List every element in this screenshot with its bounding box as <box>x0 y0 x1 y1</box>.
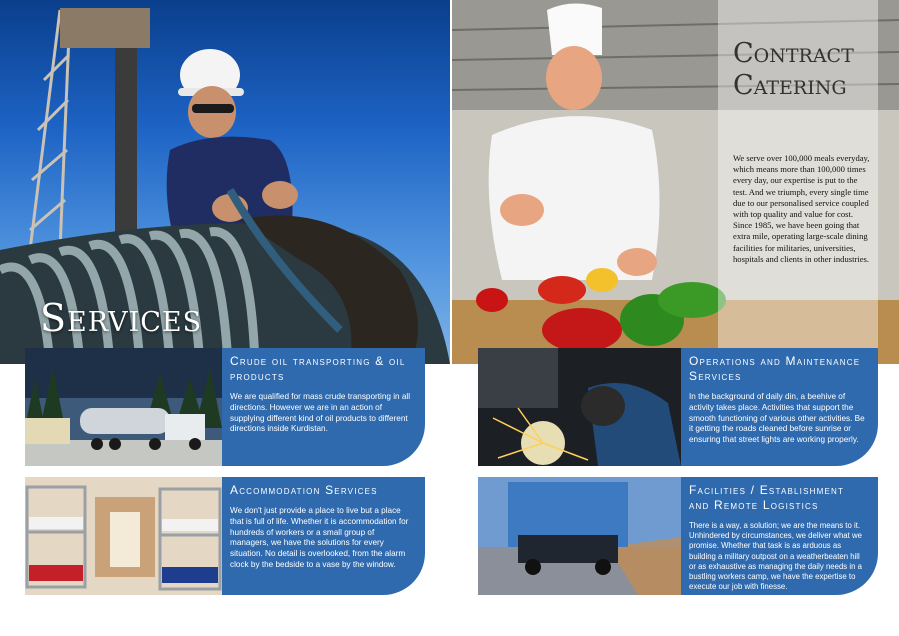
operations-title: Operations and Maintenance Services <box>689 354 861 383</box>
accommodation-text <box>222 477 425 595</box>
truck-highway-photo <box>478 477 681 595</box>
logistics-title: Facilities / Establishment and Remote Logistics <box>689 483 845 512</box>
tanker-truck-photo <box>25 348 222 466</box>
accommodation-card <box>25 477 425 595</box>
contract-catering-heading <box>733 38 883 102</box>
logistics-body: There is a way, a solution; we are the means to it. Unhindered by circumstances, we deliver what we promise. Whether that task is as arduous as building a military outpost on a weatherbeaten hill or as exhaustive as managing the daily needs in a bustling workers camp, we have the expertise to execute our job with finesse. <box>689 521 862 592</box>
crude-oil-body: We are qualified for mass crude transporting in all directions. However we are in an action of supplying different kind of oil products to different directions inside Kurdistan. <box>230 392 411 434</box>
crude-oil-card <box>25 348 425 466</box>
logistics-text <box>681 477 878 595</box>
operations-card <box>478 348 878 466</box>
catering-title-line1: Contract <box>733 38 854 69</box>
crude-oil-text <box>222 348 425 466</box>
operations-text <box>681 348 878 466</box>
oil-worker-photo <box>0 0 450 364</box>
catering-description: We serve over 100,000 meals everyday, which means more than 100,000 times every day, our expertise is put to the test. And we triumph, every single time due to our personalised service coupled with top quality and value for cost. Since 1985, we have been going that extra mile, operating large-scale dining facilities for militaries, universities, hospitals and clients in other industries. <box>733 153 870 264</box>
operations-body: In the background of daily din, a beehive of activity takes place. Activities that support the smooth functioning of various other activities. Be it getting the roads cleaned before sunrise or ensuring that street lights are working properly. <box>689 392 865 445</box>
services-heading: Services <box>40 296 203 340</box>
crude-oil-title: Crude oil transporting & oil products <box>230 354 406 383</box>
catering-title-line2: Catering <box>733 70 847 101</box>
accommodation-body: We don't just provide a place to live but a place that is full of life. Whether it is accommodation for hundreds of workers or a small group of managers, we have the solutions for every situation. No detail is overlooked, from the alarm clock by the bedside to a vase by the window. <box>230 506 409 569</box>
logistics-card <box>478 477 878 595</box>
bunk-room-photo <box>25 477 222 595</box>
welder-photo <box>478 348 681 466</box>
accommodation-title: Accommodation Services <box>230 483 378 497</box>
